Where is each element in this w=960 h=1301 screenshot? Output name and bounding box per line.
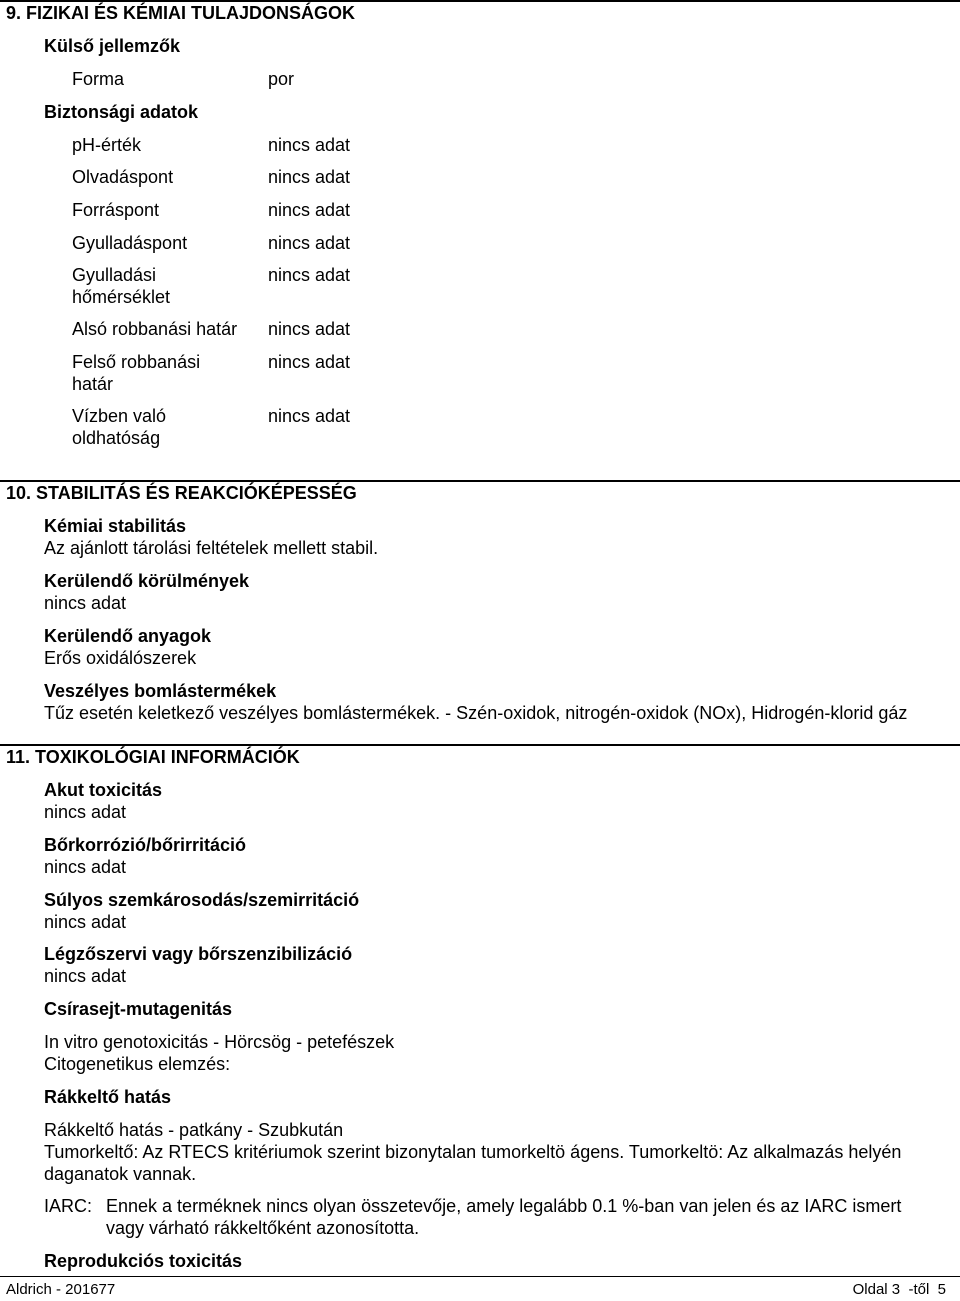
acute-toxicity-text: nincs adat <box>44 802 127 822</box>
acute-toxicity-heading: Akut toxicitás <box>44 780 163 800</box>
property-label-flash-point: Gyulladáspont <box>72 233 188 253</box>
mutagenicity-line-1: In vitro genotoxicitás - Hörcsög - petefészek <box>44 1032 395 1052</box>
reproductive-toxicity-heading: Reprodukciós toxicitás <box>44 1251 243 1271</box>
sensitization-heading: Légzőszervi vagy bőrszenzibilizáció <box>44 944 353 964</box>
safety-data-heading: Biztonsági adatok <box>44 102 199 122</box>
property-value-flash-point: nincs adat <box>268 233 351 253</box>
carcinogenicity-line-1: Rákkeltő hatás - patkány - Szubkután <box>44 1120 344 1140</box>
conditions-to-avoid-heading: Kerülendő körülmények <box>44 571 250 591</box>
germ-cell-mutagenicity-heading: Csírasejt-mutagenitás <box>44 999 233 1019</box>
property-value-ignition-temp: nincs adat <box>268 265 351 285</box>
property-label-upper-explosion-limit-line1: Felső robbanási <box>72 352 201 372</box>
decomposition-products-text: Tűz esetén keletkező veszélyes bomlástermékek. - Szén-oxidok, nitrogén-oxidok (NOx), Hidrogén-klorid gáz <box>44 703 908 723</box>
iarc-label: IARC: <box>44 1196 93 1216</box>
decomposition-products-heading: Veszélyes bomlástermékek <box>44 681 277 701</box>
chemical-stability-heading: Kémiai stabilitás <box>44 516 187 536</box>
skin-corrosion-heading: Bőrkorrózió/bőrirritáció <box>44 835 247 855</box>
property-label-melting-point: Olvadáspont <box>72 167 174 187</box>
eye-damage-text: nincs adat <box>44 912 127 932</box>
property-label-upper-explosion-limit-line2: határ <box>72 374 114 394</box>
carcinogenicity-heading: Rákkeltő hatás <box>44 1087 172 1107</box>
property-value-lower-explosion-limit: nincs adat <box>268 319 351 339</box>
iarc-text-line-1: Ennek a terméknek nincs olyan összetevője, amely legalább 0.1 %-ban van jelen és az IARC ismert <box>106 1196 902 1216</box>
form-value: por <box>268 69 295 89</box>
property-label-water-solubility-line1: Vízben való <box>72 406 167 426</box>
property-value-upper-explosion-limit: nincs adat <box>268 352 351 372</box>
external-characteristics-heading: Külső jellemzők <box>44 36 181 56</box>
carcinogenicity-line-3: daganatok vannak. <box>44 1164 197 1184</box>
incompatible-materials-text: Erős oxidálószerek <box>44 648 197 668</box>
section-11-title: 11. TOXIKOLÓGIAI INFORMÁCIÓK <box>6 747 300 767</box>
sensitization-text: nincs adat <box>44 966 127 986</box>
mutagenicity-line-2: Citogenetikus elemzés: <box>44 1054 231 1074</box>
section-10-title: 10. STABILITÁS ÉS REAKCIÓKÉPESSÉG <box>6 483 357 503</box>
property-label-water-solubility-line2: oldhatóság <box>72 428 161 448</box>
footer-page-number: Oldal 3 -től 5 <box>852 1281 946 1298</box>
property-label-boiling-point: Forráspont <box>72 200 160 220</box>
form-label: Forma <box>72 69 125 89</box>
property-label-lower-explosion-limit: Alsó robbanási határ <box>72 319 238 339</box>
property-value-boiling-point: nincs adat <box>268 200 351 220</box>
property-label-ignition-temp-line2: hőmérséklet <box>72 287 171 307</box>
property-value-water-solubility: nincs adat <box>268 406 351 426</box>
iarc-text-line-2: vagy várható rákkeltőként azonosította. <box>106 1218 420 1238</box>
property-value-ph: nincs adat <box>268 135 351 155</box>
footer-product-id: Aldrich - 201677 <box>6 1281 116 1298</box>
footer-rule <box>0 1276 960 1277</box>
property-label-ph: pH-érték <box>72 135 142 155</box>
property-value-melting-point: nincs adat <box>268 167 351 187</box>
skin-corrosion-text: nincs adat <box>44 857 127 877</box>
property-label-ignition-temp-line1: Gyulladási <box>72 265 157 285</box>
conditions-to-avoid-text: nincs adat <box>44 593 127 613</box>
section-9-title: 9. FIZIKAI ÉS KÉMIAI TULAJDONSÁGOK <box>6 3 356 23</box>
incompatible-materials-heading: Kerülendő anyagok <box>44 626 212 646</box>
eye-damage-heading: Súlyos szemkárosodás/szemirritáció <box>44 890 360 910</box>
carcinogenicity-line-2: Tumorkeltő: Az RTECS kritériumok szerint bizonytalan tumorkeltö ágens. Tumorkeltö: Az alkalmazás helyén <box>44 1142 902 1162</box>
chemical-stability-text: Az ajánlott tárolási feltételek mellett stabil. <box>44 538 379 558</box>
